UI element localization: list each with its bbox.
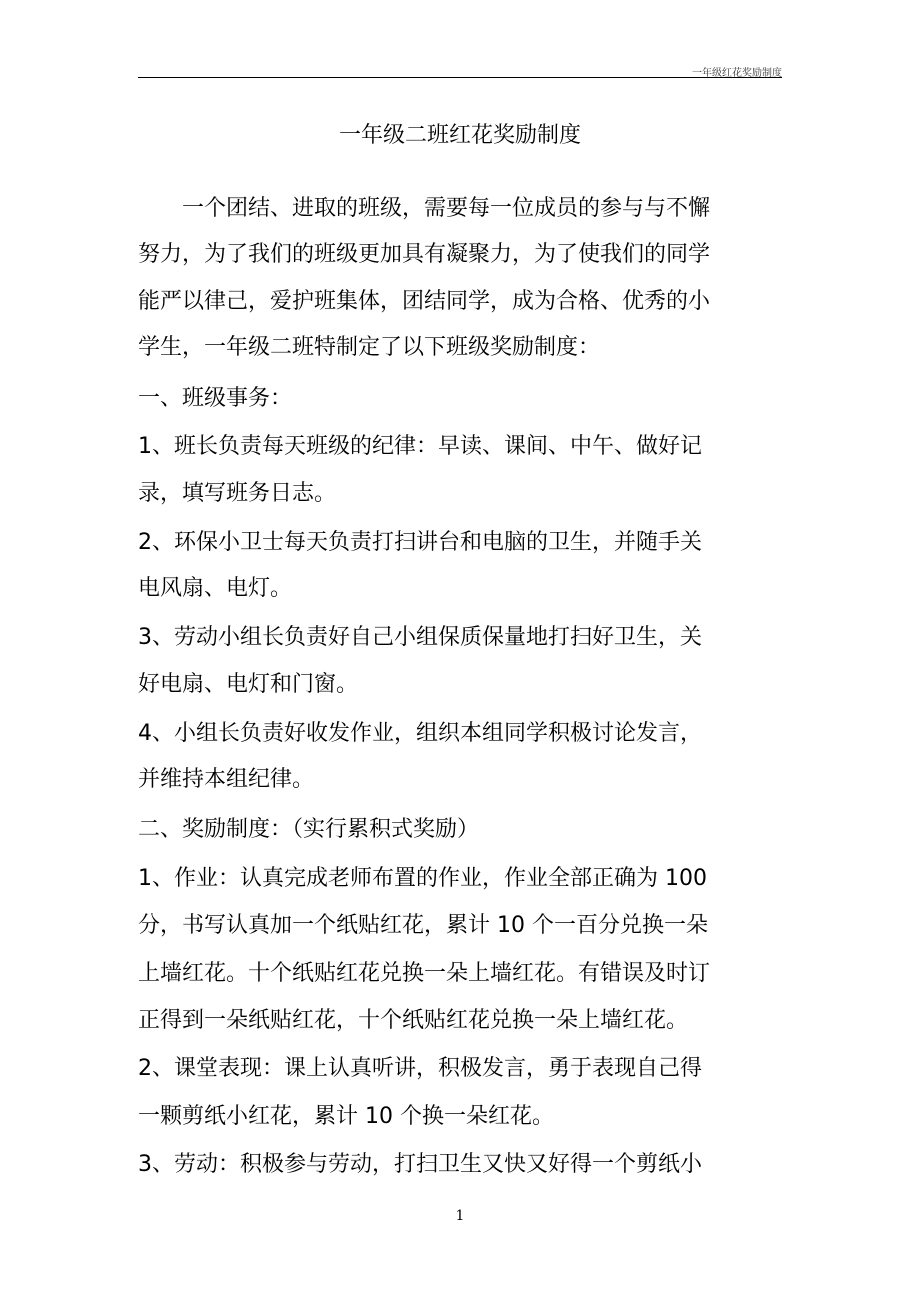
paragraph-line: 4、小组长负责好收发作业，组织本组同学积极讨论发言， — [138, 721, 702, 746]
paragraph-line: 努力，为了我们的班级更加具有凝聚力，为了使我们的同学 — [138, 242, 711, 267]
paragraph-line: 录，填写班务日志。 — [138, 481, 337, 506]
paragraph-line: 能严以律己，爱护班集体，团结同学，成为合格、优秀的小 — [138, 289, 711, 314]
paragraph-line: 并维持本组纪律。 — [138, 767, 315, 792]
page-number: 1 — [455, 1208, 465, 1224]
paragraph-line: 电风扇、电灯。 — [138, 576, 293, 601]
paragraph-line: 分，书写认真加一个纸贴红花，累计 10 个一百分兑换一朵 — [138, 913, 708, 938]
section-heading: 一、班级事务： — [138, 386, 293, 411]
paragraph-line: 3、劳动：积极参与劳动，打扫卫生又快又好得一个剪纸小 — [138, 1152, 702, 1177]
paragraph-line: 上墙红花。十个纸贴红花兑换一朵上墙红花。有错误及时订 — [138, 961, 711, 986]
paragraph-line: 正得到一朵纸贴红花，十个纸贴红花兑换一朵上墙红花。 — [138, 1008, 689, 1033]
header-divider — [138, 77, 782, 78]
paragraph-line: 2、环保小卫士每天负责打扫讲台和电脑的卫生，并随手关 — [138, 530, 702, 555]
paragraph-line: 3、劳动小组长负责好自己小组保质保量地打扫好卫生，关 — [138, 625, 702, 650]
paragraph-line: 2、课堂表现：课上认真听讲，积极发言，勇于表现自己得 — [138, 1056, 702, 1081]
document-title: 一年级二班红花奖励制度 — [338, 123, 581, 148]
running-header: 一年级红花奖励制度 — [692, 68, 782, 79]
paragraph-line: 一颗剪纸小红花，累计 10 个换一朵红花。 — [138, 1104, 554, 1129]
paragraph-line: 1、作业：认真完成老师布置的作业，作业全部正确为 100 — [138, 866, 707, 891]
section-heading: 二、奖励制度：（实行累积式奖励） — [138, 817, 480, 842]
paragraph-line: 学生，一年级二班特制定了以下班级奖励制度： — [138, 335, 601, 360]
paragraph-line: 1、班长负责每天班级的纪律：早读、课间、中午、做好记 — [138, 434, 702, 459]
paragraph-line: 好电扇、电灯和门窗。 — [138, 672, 359, 697]
paragraph-line: 一个团结、进取的班级，需要每一位成员的参与与不懈 — [182, 196, 711, 221]
